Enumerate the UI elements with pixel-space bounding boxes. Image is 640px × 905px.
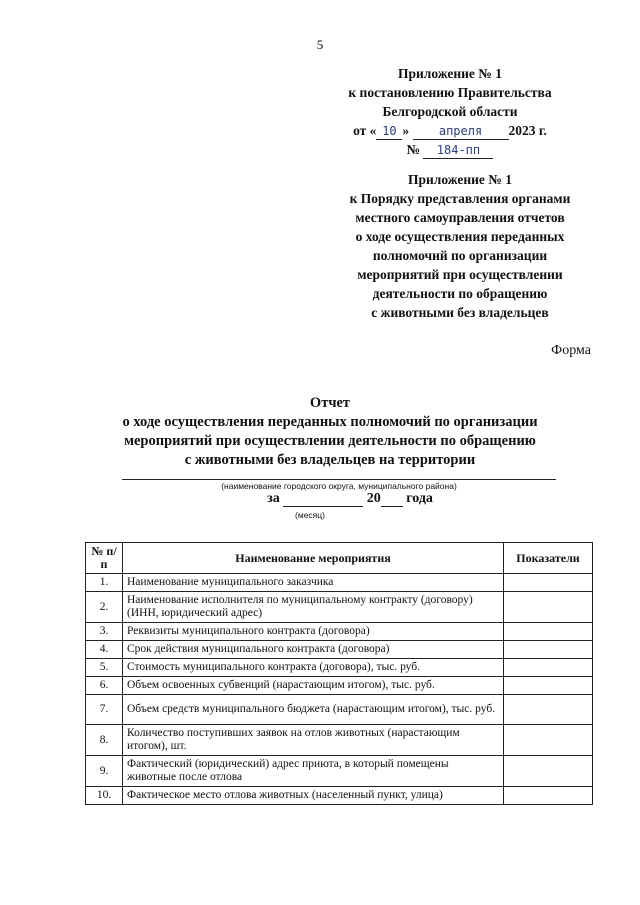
procedure-line: местного самоуправления отчетов xyxy=(355,210,565,225)
row-value-cell[interactable] xyxy=(504,677,593,695)
report-title: Отчет xyxy=(309,395,351,411)
table-row xyxy=(86,725,593,756)
table-row xyxy=(86,659,593,677)
row-number: 5. xyxy=(86,659,123,677)
page-number: 5 xyxy=(316,37,324,52)
document-number: 184-пп xyxy=(423,143,493,159)
table-row xyxy=(86,787,593,805)
report-title-block xyxy=(60,394,600,470)
row-number: 4. xyxy=(86,641,123,659)
report-subtitle-line: о ходе осуществления переданных полномочий по организации xyxy=(122,414,538,430)
row-name: Стоимость муниципального контракта (договора), тыс. руб. xyxy=(123,659,504,677)
report-subtitle-line: с животными без владельцев на территории xyxy=(184,452,476,468)
territory-caption: (наименование городского округа, муниципального района) xyxy=(221,481,457,491)
header-indicators: Показатели xyxy=(504,543,593,574)
date-mid: » xyxy=(402,123,410,138)
procedure-line: о ходе осуществления переданных xyxy=(355,229,565,244)
date-day: 10 xyxy=(376,124,402,140)
row-number: 9. xyxy=(86,756,123,787)
period-suffix: года xyxy=(406,491,433,506)
row-name: Наименование муниципального заказчика xyxy=(123,574,504,592)
appendix-header xyxy=(300,64,600,159)
table-row xyxy=(86,641,593,659)
row-name: Наименование исполнителя по муниципальному контракту (договору) (ИНН, юридический адрес) xyxy=(123,592,504,623)
number-prefix: № xyxy=(406,142,421,157)
row-name: Объем средств муниципального бюджета (нарастающим итогом), тыс. руб. xyxy=(123,695,504,725)
month-caption: (месяц) xyxy=(295,510,325,520)
date-month: апреля xyxy=(413,124,509,140)
row-name: Объем освоенных субвенций (нарастающим итогом), тыс. руб. xyxy=(123,677,504,695)
table-row xyxy=(86,574,593,592)
row-number: 7. xyxy=(86,695,123,725)
row-value-cell[interactable] xyxy=(504,641,593,659)
row-value-cell[interactable] xyxy=(504,756,593,787)
row-value-cell[interactable] xyxy=(504,592,593,623)
appendix-line: к постановлению Правительства xyxy=(348,85,552,100)
period-century: 20 xyxy=(366,491,381,506)
row-number: 1. xyxy=(86,574,123,592)
date-prefix: от « xyxy=(353,123,377,138)
appendix-title: Приложение № 1 xyxy=(398,66,502,81)
form-label: Форма xyxy=(551,343,591,358)
row-name: Количество поступивших заявок на отлов животных (нарастающим итогом), шт. xyxy=(123,725,504,756)
procedure-appendix-title: Приложение № 1 xyxy=(408,172,512,187)
procedure-line: полномочий по организации xyxy=(372,248,548,263)
procedure-line: мероприятий при осуществлении xyxy=(357,267,563,282)
row-value-cell[interactable] xyxy=(504,574,593,592)
row-name: Фактический (юридический) адрес приюта, в который помещены животные после отлова xyxy=(123,756,504,787)
row-number: 8. xyxy=(86,725,123,756)
report-subtitle-line: мероприятий при осуществлении деятельности по обращению xyxy=(124,433,536,449)
table-row xyxy=(86,756,593,787)
table-row xyxy=(86,695,593,725)
row-value-cell[interactable] xyxy=(504,725,593,756)
table-header-row xyxy=(86,543,593,574)
table-row xyxy=(86,592,593,623)
row-name: Реквизиты муниципального контракта (договора) xyxy=(123,623,504,641)
procedure-appendix xyxy=(300,170,620,322)
row-number: 10. xyxy=(86,787,123,805)
row-number: 3. xyxy=(86,623,123,641)
report-period xyxy=(200,491,500,507)
row-number: 2. xyxy=(86,592,123,623)
period-prefix: за xyxy=(267,491,280,506)
date-year: 2023 г. xyxy=(508,123,547,138)
appendix-number xyxy=(300,140,600,159)
period-month-blank[interactable] xyxy=(283,491,363,507)
header-name: Наименование мероприятия xyxy=(123,543,504,574)
procedure-line: с животными без владельцев xyxy=(371,305,549,320)
row-value-cell[interactable] xyxy=(504,787,593,805)
row-number: 6. xyxy=(86,677,123,695)
row-name: Фактическое место отлова животных (населенный пункт, улица) xyxy=(123,787,504,805)
row-name: Срок действия муниципального контракта (договора) xyxy=(123,641,504,659)
table-row xyxy=(86,677,593,695)
appendix-line: Белгородской области xyxy=(382,104,518,119)
row-value-cell[interactable] xyxy=(504,695,593,725)
procedure-line: деятельности по обращению xyxy=(372,286,548,301)
table-row xyxy=(86,623,593,641)
row-value-cell[interactable] xyxy=(504,623,593,641)
report-table xyxy=(85,542,593,805)
appendix-date xyxy=(300,121,600,140)
row-value-cell[interactable] xyxy=(504,659,593,677)
procedure-line: к Порядку представления органами xyxy=(349,191,571,206)
header-num: № п/п xyxy=(86,543,123,574)
territory-fill-line[interactable] xyxy=(122,479,556,480)
period-year-blank[interactable] xyxy=(381,491,403,507)
